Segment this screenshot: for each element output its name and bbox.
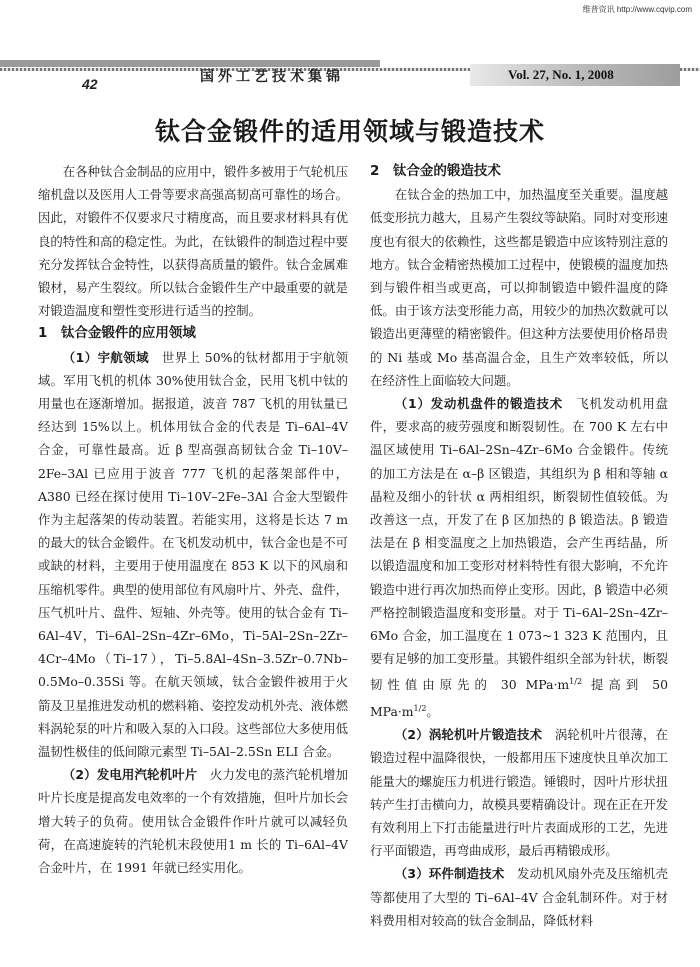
aerospace-text: 世界上 50%的钛材都用于宇航领域。军用飞机的机体 30%使用钛合金，民用飞机中钛的用量也在逐渐增加。据报道，波音 787 飞机的用钛量已经达到 15%以上。机体用钛合金的代表是 Ti–6Al–4V 合金，可靠性最高。近 β 型高强高韧钛合金 Ti–10V–2Fe–3Al 已应用于波音 777 飞机的起落架部件中，A380 已经在探讨使用 Ti–10V–2Fe–3Al 合金大型锻件作为主起落架的传动装置。若能实用，这将是长达 7 m 的最大的钛合金锻件。在飞机发动机中，钛合金也是不可或缺的材料，主要用于使用温度在 853 K 以下的风扇和压缩机零件。典型的使用部位有风扇叶片、外壳、盘件，压气机叶片、盘件、短轴、外壳等。使用的钛合金有 Ti–6Al–4V，Ti–6Al–2Sn–4Zr–6Mo，Ti–5Al–2Sn–2Zr–4Cr–4Mo（Ti–17），Ti–5.8Al–4Sn–3.5Zr–0.7Nb–0.5Mo–0.35Si 等。在航天领域，钛合金锻件被用于火箭及卫星推进发动机的燃料箱、姿控发动机外壳、液体燃料涡轮泵的叶片和吸入泵的入口段。这些部位大多使用低温韧性极佳的低间隙元素型 Ti–5Al–2.5Sn ELI 合金。: [38, 349, 349, 760]
turbine-forging-paragraph: [370, 723, 668, 862]
disk-forging-text: 飞机发动机用盘件，要求高的疲劳强度和断裂韧性。在 700 K 左右中温区域使用 Ti–6Al–2Sn–4Zr–6Mo 合金锻件。传统的加工方法是在 α–β 区锻造，其组织为 β 相和等轴 α 晶粒及细小的针状 α 两相组织，断裂韧性值较低。为改善这一点，开发了在 β 区加热的 β 锻造法。β 锻造法是在 β 相变温度之上加热锻造，会产生再结晶，所以锻造温度和加工变形对材料特性有很大影响，不允许锻造中进行再次加热而停止变形。因此，β 锻造中必须严格控制锻造温度和变形量。对于 Ti–6Al–2Sn–4Zr–6Mo 合金，加工温度在 1 073~1 323 K 范围内，且要有足够的加工变形量。其锻件组织全部为针状，断裂韧性值由原先的 30 MPa·m: [370, 396, 669, 693]
volume-issue: Vol. 27, No. 1, 2008: [508, 67, 614, 82]
forging-intro-paragraph: 在钛合金的热加工中，加热温度至关重要。温度越低变形抗力越大，且易产生裂纹等缺陷。同时对变形速度也有很大的依赖性，这些都是锻造中应该特别注意的地方。钛合金精密热模加工过程中，使锻模的温度加热到与锻件相当或更高，可以抑制锻造中锻件温度的降低。由于该方法变形能力高，用较少的加热次数就可以锻造出更薄壁的精密锻件。但这种方法要使用价格昂贵的 Ni 基或 Mo 基高温合金，且生产效率较低，所以在经济性上面临较大问题。: [370, 187, 668, 388]
page-number: 42: [82, 76, 98, 92]
turbine-forging-text: 涡轮机叶片很薄，在锻造过程中温降很快，一般都用压下速度快且单次加工能量大的螺旋压力机进行锻造。锤锻时，因叶片形状扭转产生打击横向力，故模具要精确设计。现在正在开发有效利用上下打击能量进行叶片表面成形的工艺，先进行平面锻造，再弯曲成形，最后再精锻成形。: [370, 727, 669, 859]
right-column: [370, 160, 668, 932]
disk-forging-heading: （1）发动机盘件的锻造技术: [394, 396, 564, 412]
disk-forging-paragraph: [370, 392, 668, 723]
turbine-blade-paragraph: [38, 763, 348, 879]
article-title: 钛合金锻件的适用领域与锻造技术: [154, 117, 545, 146]
unit-exponent: 1/2: [413, 703, 427, 713]
turbine-blade-text: 火力发电的蒸汽轮机增加叶片长度是提高发电效率的一个有效措施，但叶片加长会增大转子的负荷。使用钛合金锻件作叶片就可以减轻负荷，在高速旋转的汽轮机末段使用1 m 长的 Ti–6Al–4V 合金叶片，在 1991 年就已经实用化。: [38, 767, 349, 876]
disk-forging-text-end: 。: [426, 703, 439, 719]
turbine-blade-heading: （2）发电用汽轮机叶片: [62, 767, 198, 783]
journal-header: [0, 38, 700, 92]
turbine-forging-heading: （2）涡轮机叶片锻造技术: [394, 727, 543, 743]
disk-forging-text-mid: 提高到 50 MPa·m: [370, 677, 668, 719]
section-2-heading: 2 钛合金的锻造技术: [370, 163, 501, 179]
ring-forging-heading: （3）环件制造技术: [394, 866, 505, 882]
ring-forging-paragraph: [370, 862, 668, 932]
journal-name: 国外工艺技术集锦: [200, 69, 344, 85]
left-column: [38, 160, 348, 879]
ring-forging-text: 发动机风扇外壳及压缩机壳等都使用了大型的 Ti–6Al–4V 合金轧制环件。对于材料费用相对较高的钛合金制品，降低材料: [370, 866, 669, 928]
top-source-note: 维普资讯 http://www.cqvip.com: [582, 5, 692, 14]
aerospace-heading: （1）宇航领域: [62, 349, 149, 365]
aerospace-paragraph: [38, 346, 348, 764]
unit-exponent: 1/2: [569, 677, 583, 687]
intro-paragraph: 在各种钛合金制品的应用中，锻件多被用于气轮机压缩机盘以及医用人工骨等要求高强高韧高可靠性的场合。因此，对锻件不仅要求尺寸精度高，而且要求材料具有优良的特性和高的稳定性。为此，在钛锻件的制造过程中要充分发挥钛合金特性，以获得高质量的锻件。钛合金属难锻材，易产生裂纹。所以钛合金锻件生产中最重要的就是对锻造温度和塑性变形进行适当的控制。: [38, 164, 348, 319]
section-1-heading: 1 钛合金锻件的应用领域: [38, 325, 196, 342]
